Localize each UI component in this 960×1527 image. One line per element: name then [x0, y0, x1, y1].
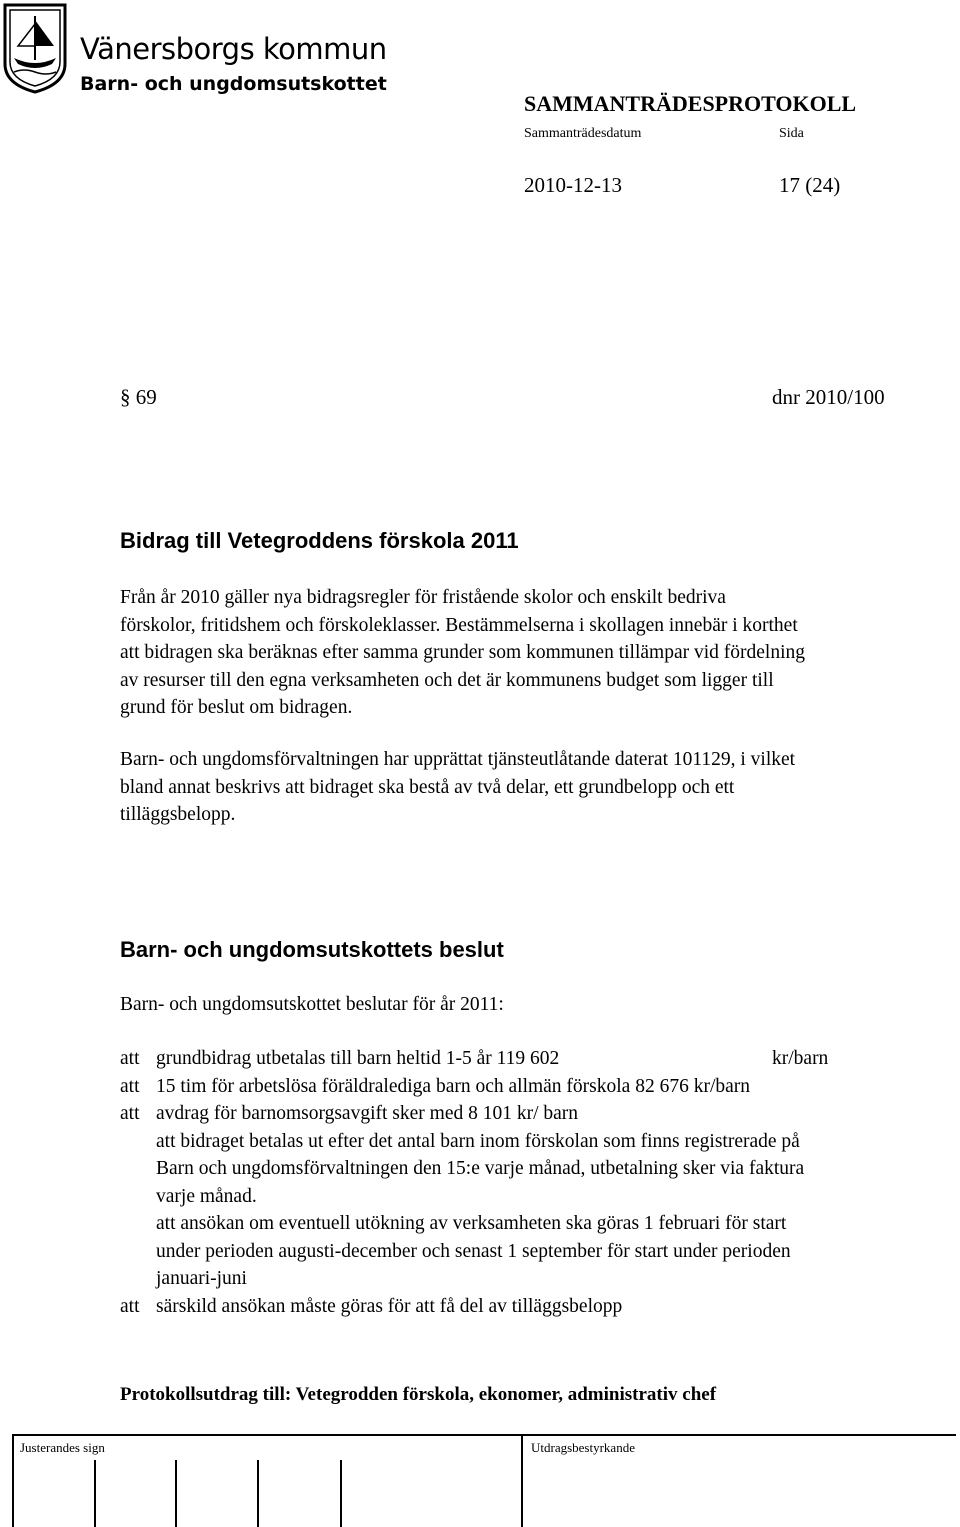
paragraph-line: Från år 2010 gäller nya bidragsregler för fristående skolor och enskilt bedriva	[120, 587, 726, 608]
organization-name: Vänersborgs kommun	[80, 32, 387, 66]
signature-box-border	[12, 1434, 14, 1527]
paragraph-line: förskolor, fritidshem och förskoleklasser. Bestämmelserna i skollagen innebär i korthet	[120, 614, 798, 636]
decision-item: att 15 tim för arbetslösa föräldralediga barn och allmän förskola 82 676 kr/barn	[120, 1075, 751, 1097]
paragraph-line: tilläggsbelopp.	[120, 804, 236, 825]
page-label: Sida	[779, 126, 804, 141]
decision-item-continued: Barn och ungdomsförvaltningen den 15:e varje månad, utbetalning sker via faktura	[156, 1158, 805, 1179]
decision-item: att bidraget betalas ut efter det antal barn inom förskolan som finns registrerade på	[156, 1130, 800, 1152]
decision-item-continued: varje månad.	[156, 1185, 257, 1207]
paragraph-line: bland annat beskrivs att bidraget ska bestå av två delar, ett grundbelopp och ett	[120, 776, 735, 798]
signature-box-border	[257, 1460, 259, 1527]
signature-box-border	[521, 1434, 523, 1527]
decision-list	[120, 1045, 950, 1320]
signature-box-border	[94, 1460, 96, 1527]
paragraph-line: av resurser till den egna verksamheten och det är kommunens budget som ligger till	[120, 669, 774, 691]
paragraph-line: grund för beslut om bidragen.	[120, 697, 353, 718]
municipality-logo-icon	[2, 2, 68, 94]
decision-heading: Barn- och ungdomsutskottets beslut	[120, 937, 504, 962]
extract-certification-label: Utdragsbestyrkande	[531, 1440, 635, 1455]
decision-item-continued: januari-juni	[156, 1268, 247, 1289]
signature-divider	[12, 1434, 956, 1436]
meeting-date-label: Sammanträdesdatum	[524, 126, 642, 141]
signature-box-border	[340, 1460, 342, 1527]
report-paragraph	[120, 746, 950, 829]
page-number: 17 (24)	[779, 173, 841, 197]
distribution-list: Protokollsutdrag till: Vetegrodden förskola, ekonomer, administrativ chef	[120, 1384, 717, 1405]
organization-department: Barn- och ungdomsutskottet	[80, 73, 387, 95]
decision-item: att särskild ansökan måste göras för att få del av tilläggsbelopp	[120, 1295, 623, 1317]
background-paragraph	[120, 584, 950, 722]
decision-item-continued: under perioden augusti-december och senast 1 september för start under perioden	[156, 1240, 791, 1262]
paragraph-line: att bidragen ska beräknas efter samma grunder som kommunen tillämpar vid fördelning	[120, 642, 806, 663]
paragraph-line: Barn- och ungdomsförvaltningen har upprättat tjänsteutlåtande daterat 101129, i vilket	[120, 749, 796, 770]
decision-intro: Barn- och ungdomsutskottet beslutar för år 2011:	[120, 994, 504, 1015]
decision-item: att avdrag för barnomsorgsavgift sker med 8 101 kr/ barn	[120, 1103, 579, 1124]
decision-item: att ansökan om eventuell utökning av verksamheten ska göras 1 februari för start	[156, 1213, 787, 1234]
matter-title: Bidrag till Vetegroddens förskola 2011	[120, 528, 519, 553]
adjuster-signature-label: Justerandes sign	[20, 1440, 105, 1455]
case-reference: dnr 2010/100	[772, 385, 885, 409]
meeting-date: 2010-12-13	[524, 173, 622, 197]
section-number: § 69	[120, 385, 157, 409]
decision-item: att grundbidrag utbetalas till barn heltid 1-5 år 119 602 kr/barn	[120, 1048, 829, 1069]
signature-box-border	[175, 1460, 177, 1527]
document-type: SAMMANTRÄDESPROTOKOLL	[524, 91, 857, 116]
